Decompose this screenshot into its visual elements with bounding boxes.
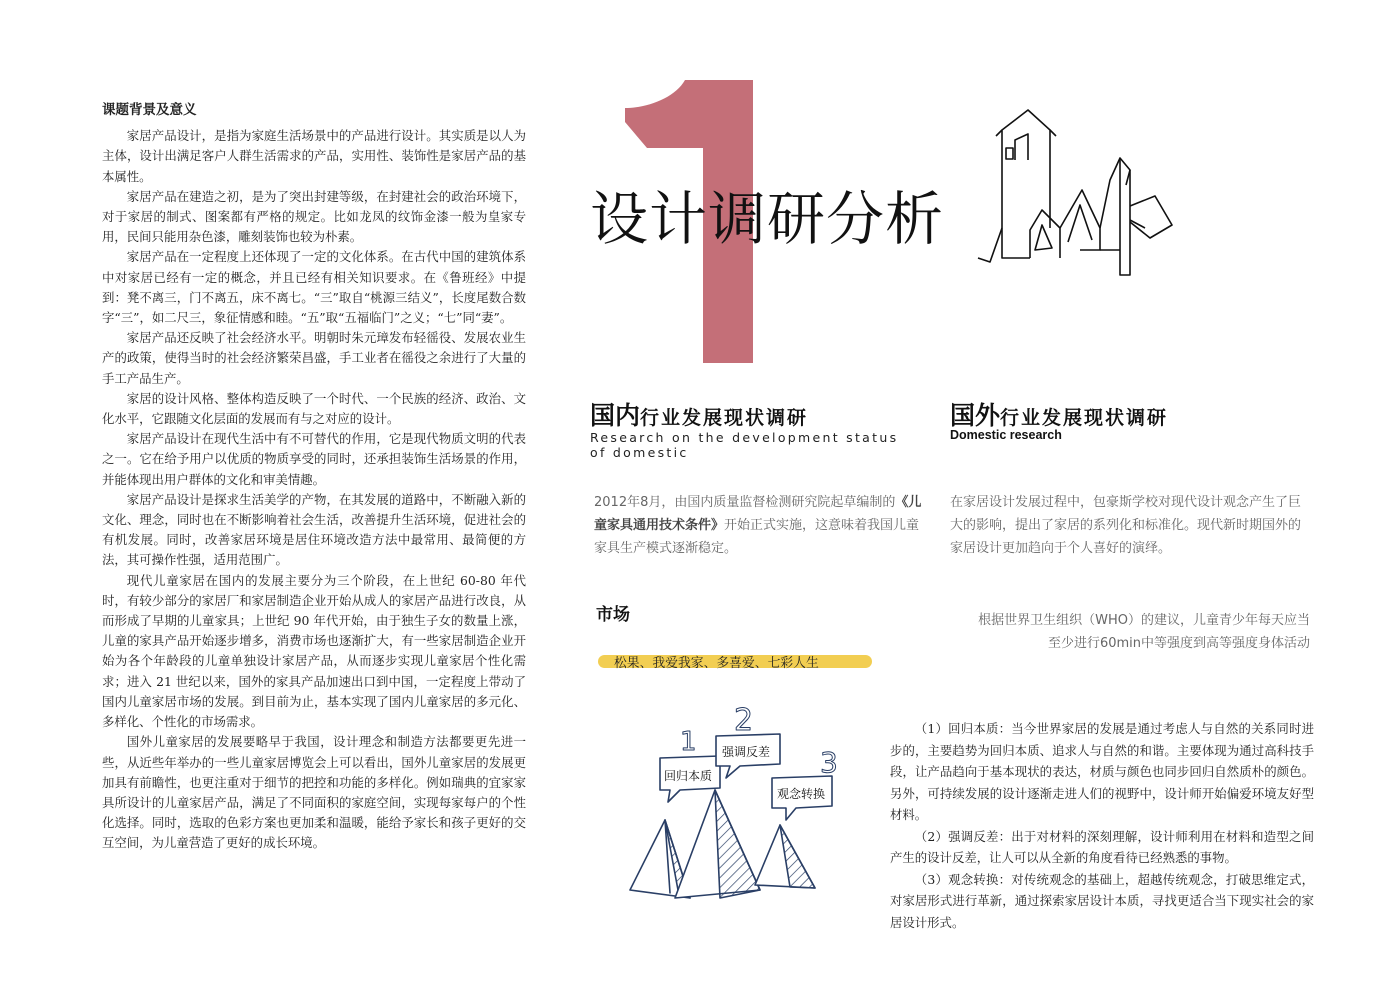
domestic-heading-big: 国内 — [590, 401, 641, 430]
number-1: 1 — [680, 727, 697, 757]
who-line: 根据世界卫生组织（WHO）的建议，儿童青少年每天应当 — [978, 613, 1310, 628]
paragraph: 家居产品在建造之初，是为了突出封建等级，在封建社会的政治环境下，对于家居的制式、图案都有严格的规定。比如龙凤的纹饰金漆一般为皇家专用，民间只能用杂色漆，雕刻装饰也较为朴素。 — [102, 188, 526, 245]
principle-paragraph: （1）回归本质：当今世界家居的发展是通过考虑人与自然的关系同时进步的，主要趋势为回归本质、追求人与自然的和谐。主要体现为通过高科技手段，让产品趋向于基本现状的表达，材质与颜色也同步回归自然质朴的颜色。另外，可持续发展的设计逐渐走进人们的视野中，设计师开始偏爱环境友好型材料。 — [890, 721, 1314, 822]
paragraph: 家居产品设计在现代生活中有不可替代的作用，它是现代物质文明的代表之一。它在给予用户以优质的物质享受的同时，还承担装饰生活场景的作用，并能体现出用户群体的文化和审美情趣。 — [102, 431, 526, 487]
label-return-essence: 回归本质 — [664, 769, 713, 783]
paragraph: 家居产品设计是探求生活美学的产物，在其发展的道路中，不断融入新的文化、理念，同时也在不断影响着社会生活，改善提升生活环境，促进社会的有机发展。同时，改善家居环境是居住环境改造方法中最常用、最简便的方法，其可操作性强，适用范围广。 — [102, 491, 526, 568]
chapter-number-text: 1 — [625, 63, 636, 82]
paragraph: 家居产品在一定程度上还体现了一定的文化体系。在古代中国的建筑体系中对家居已经有一定的概念，并且已经有相关知识要求。在《鲁班经》中提到：凳不离三，门不离五，床不离七。“三”取自“桃源三结义”，长度尾数合数字“三”，如二尺三，象征情感和睦。“五”取“五福临门”之义；“七”同“妻”。 — [102, 249, 526, 326]
label-concept-shift: 观念转换 — [777, 787, 826, 801]
cone-3 — [755, 825, 815, 888]
standard-name: 《儿童家具通用技术条件》 — [594, 495, 922, 533]
paragraph: 现代儿童家居在国内的发展主要分为三个阶段，在上世纪 60-80 年代时，有较少部分的家居厂和家居制造企业开始从成人的家居产品进行改良，从而形成了早期的儿童家具；上世纪 90 年代开始，由于独生子女的数量上涨，儿童的家具产品开始逐步增多，消费市场也逐渐扩大，有一些家居制造企业开始为各个年龄段的儿童单独设计家居产品，从而逐步实现儿童家居个性化需求；进入 21 世纪以来，国外的家具产品加速出口到中国，一定程度上带动了国内儿童家居市场的发展。到目前为止，基本实现了国内儿童家居的多元化、多样化、个性化的市场需求。 — [102, 572, 526, 730]
paragraph: 家居的设计风格、整体构造反映了一个时代、一个民族的经济、政治、文化水平，它跟随文化层面的发展而有与之对应的设计。 — [102, 390, 526, 427]
domestic-heading — [590, 396, 808, 432]
paragraph: 家居产品设计，是指为家庭生活场景中的产品进行设计。其实质是以人为主体，设计出满足客户人群生活需求的产品，实用性、装饰性是家居产品的基本属性。 — [102, 128, 526, 184]
who-line: 至少进行60min中等强度到高等强度身体活动 — [1047, 636, 1310, 651]
principles-section — [890, 718, 1314, 933]
foreign-heading-small: 行业发展现状调研 — [1000, 407, 1169, 429]
house-line-drawing — [930, 110, 1210, 280]
foreign-subtitle-en: Domestic research — [950, 428, 1062, 442]
design-principles-diagram — [620, 690, 860, 920]
section-heading: 课题背景及意义 — [102, 102, 197, 118]
main-title: 设计调研分析 — [590, 185, 945, 253]
domestic-paragraph-lead: 2012年8月，由国内质量监督检测研究院起草编制的 — [594, 495, 896, 510]
principle-paragraph: （3）观念转换：对传统观念的基础上，超越传统观念，打破思维定式，对家居形式进行革新，通过探索家居设计本质，寻找更适合当下现实社会的家居设计形式。 — [890, 871, 1314, 930]
foreign-paragraph: 在家居设计发展过程中，包豪斯学校对现代设计观念产生了巨大的影响，提出了家居的系列化和标准化。现代新时期国外的家居设计更加趋向于个人喜好的演绎。 — [950, 495, 1302, 556]
number-2: 2 — [734, 703, 754, 738]
foreign-heading-big: 国外 — [950, 401, 1001, 430]
brand-list: 松果、我爱我家、多喜爱、七彩人生 — [614, 656, 819, 671]
paragraph: 家居产品还反映了社会经济水平。明朝时朱元璋发布轻徭役、发展农业生产的政策，使得当时的社会经济繁荣昌盛，手工业者在徭役之余进行了大量的手工产品生产。 — [102, 330, 526, 386]
foreign-heading — [950, 396, 1168, 432]
background-section — [102, 100, 526, 854]
domestic-subtitle-en: Research on the development status of domestic — [590, 430, 899, 460]
principle-paragraph: （2）强调反差：出于对材料的深刻理解，设计师利用在材料和造型之间产生的设计反差，让人可以从全新的角度看待已经熟悉的事物。 — [890, 828, 1314, 865]
number-3: 3 — [820, 746, 838, 779]
domestic-heading-small: 行业发展现状调研 — [640, 407, 809, 429]
domestic-paragraph-tail: 开始正式实施，这意味着我国儿童家具生产模式逐渐稳定。 — [594, 518, 920, 556]
cone-2 — [675, 790, 760, 898]
who-recommendation — [900, 609, 1310, 655]
domestic-paragraph — [594, 491, 930, 560]
brand-highlight — [598, 652, 872, 670]
label-contrast: 强调反差 — [722, 745, 771, 759]
market-title: 市场 — [596, 605, 630, 625]
paragraph: 国外儿童家居的发展要略早于我国，设计理念和制造方法都要更先进一些，从近些年举办的一些儿童家居博览会上可以看出，国外儿童家居的发展更加具有前瞻性，也更注重对于细节的把控和功能的多样化。例如瑞典的宜家家具所设计的儿童家居产品，满足了不同面积的家庭空间，实现每家每户的个性化选择。同时，选取的色彩方案也更加柔和温暖，能给予家长和孩子更好的交互空间，为儿童营造了更好的成长环境。 — [102, 734, 526, 851]
